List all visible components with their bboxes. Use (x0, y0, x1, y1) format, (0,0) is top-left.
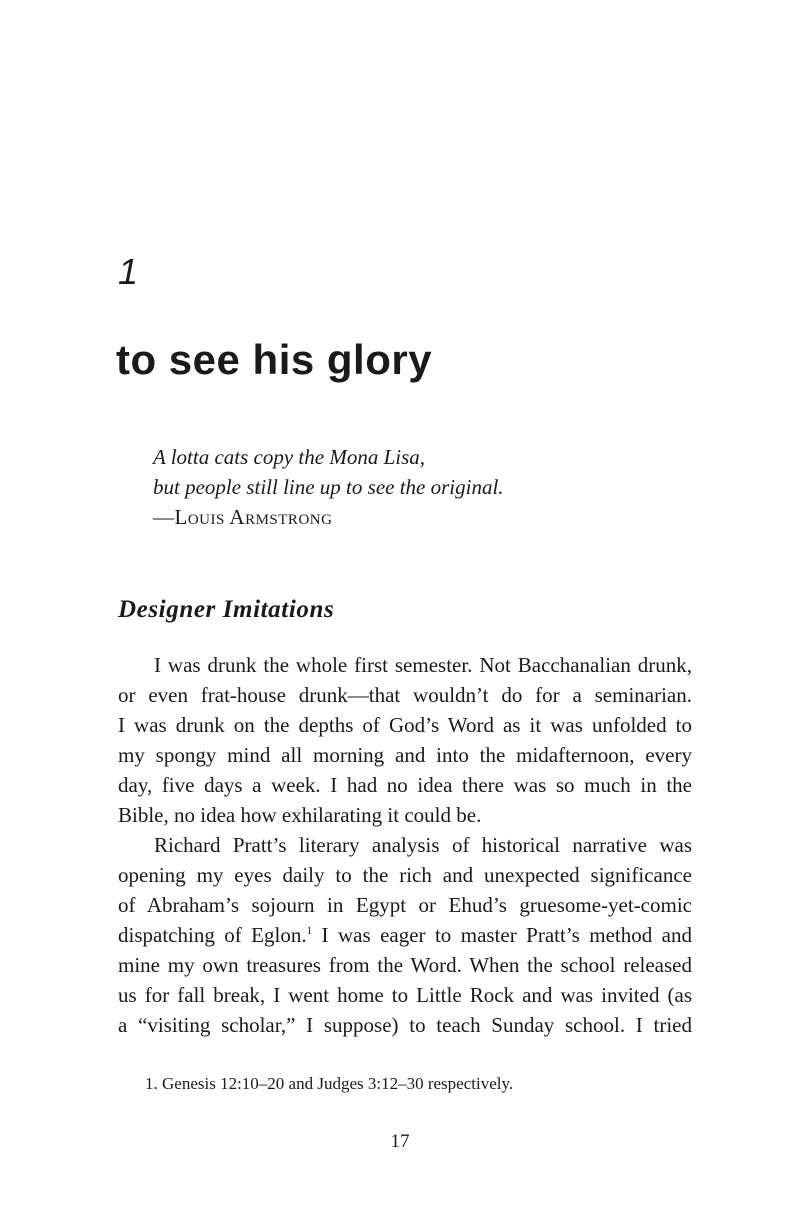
paragraph-line: of Abraham’s sojourn in Egypt or Ehud’s gruesome-yet-comic (118, 893, 692, 917)
paragraph-line: my spongy mind all morning and into the midafternoon, every (118, 743, 692, 767)
paragraph-line: mine my own treasures from the Word. When the school released (118, 953, 692, 977)
paragraph-line: Richard Pratt’s literary analysis of historical narrative was (154, 833, 692, 857)
paragraph-line: opening my eyes daily to the rich and unexpected significance (118, 863, 692, 887)
epigraph-line: but people still line up to see the original. (153, 475, 504, 499)
page-number: 17 (390, 1131, 410, 1152)
paragraph-line: I was drunk on the depths of God’s Word as it was unfolded to (118, 713, 692, 737)
paragraph-line: day, five days a week. I had no idea there was so much in the (118, 773, 692, 797)
paragraph-line: a “visiting scholar,” I suppose) to teach Sunday school. I tried (118, 1013, 692, 1037)
chapter-number: 1 (118, 251, 139, 292)
epigraph-line: A lotta cats copy the Mona Lisa, (153, 445, 426, 469)
epigraph (153, 442, 504, 532)
line-text: dispatching of Eglon. (118, 923, 307, 947)
body-text (118, 650, 692, 1040)
paragraph-line: us for fall break, I went home to Little Rock and was invited (as (118, 983, 692, 1007)
paragraph-line: or even frat-house drunk—that wouldn’t do for a seminarian. (118, 683, 692, 707)
epigraph-attribution: —Louis Armstrong (153, 505, 333, 529)
section-heading: Designer Imitations (118, 596, 335, 623)
paragraph-line (118, 920, 692, 950)
paragraph-line: I was drunk the whole first semester. Not Bacchanalian drunk, (154, 653, 692, 677)
chapter-title: to see his glory (116, 336, 433, 383)
footnote: 1. Genesis 12:10–20 and Judges 3:12–30 respectively. (145, 1074, 514, 1093)
footnote-marker[interactable]: 1 (306, 925, 313, 937)
line-text: I was eager to master Pratt’s method and (321, 923, 692, 947)
paragraph-line: Bible, no idea how exhilarating it could be. (118, 803, 482, 827)
